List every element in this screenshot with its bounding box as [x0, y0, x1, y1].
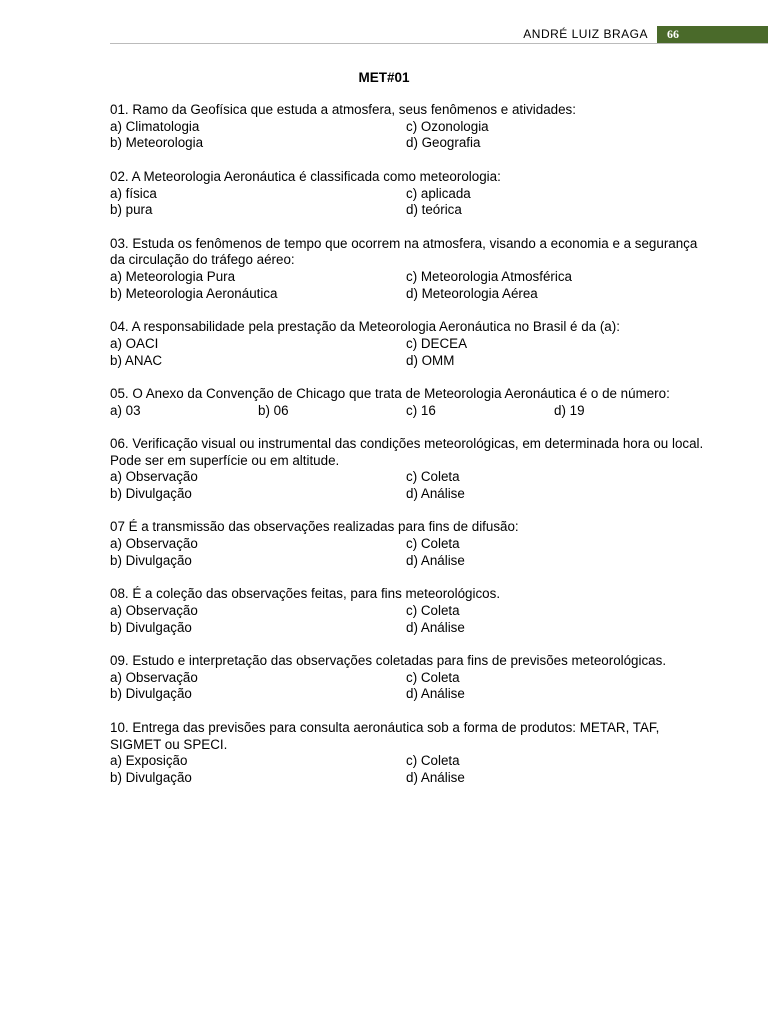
option: b) Meteorologia Aeronáutica [110, 285, 278, 301]
question-1 [110, 102, 710, 152]
question-10 [110, 720, 710, 787]
option: a) Meteorologia Pura [110, 269, 236, 284]
question-text: 05. O Anexo da Convenção de Chicago que trata de Meteorologia Aeronáutica é o de número: [110, 385, 670, 401]
option: b) Divulgação [110, 486, 192, 502]
header-rule [110, 43, 768, 44]
option: c) Coleta [406, 669, 460, 685]
question-text: 10. Entrega das previsões para consulta aeronáutica sob a forma de produtos: METAR, TAF, SIGMET ou SPECI. [110, 719, 664, 752]
option: c) aplicada [406, 185, 471, 201]
option: b) pura [110, 202, 153, 218]
option: a) Observação [110, 536, 198, 552]
option: b) Divulgação [110, 686, 192, 702]
question-text: 04. A responsabilidade pela prestação da Meteorologia Aeronáutica no Brasil é da (a): [110, 319, 620, 335]
question-8 [110, 586, 710, 636]
page-number-badge: 66 [657, 26, 768, 43]
option: a) Exposição [110, 753, 188, 769]
question-9 [110, 653, 710, 703]
question-text: 01. Ramo da Geofísica que estuda a atmosfera, seus fenômenos e atividades: [110, 102, 576, 117]
option: c) Coleta [406, 469, 460, 485]
option: d) Análise [406, 769, 465, 785]
option: a) Climatologia [110, 118, 200, 134]
option: d) OMM [406, 352, 455, 368]
option: b) Divulgação [110, 619, 192, 635]
page-title: MET#01 [358, 70, 410, 85]
option: b) ANAC [110, 352, 163, 368]
option: c) Coleta [406, 602, 460, 618]
question-text: 03. Estuda os fenômenos de tempo que ocorrem na atmosfera, visando a economia e a segurança da circulação do tráfego aéreo: [110, 235, 702, 268]
option: c) DECEA [406, 335, 468, 351]
question-4 [110, 319, 710, 369]
option: d) Análise [406, 486, 465, 502]
option: d) Análise [406, 552, 465, 568]
option: a) Observação [110, 669, 198, 685]
option: b) Divulgação [110, 769, 192, 785]
option: b) Meteorologia [110, 135, 204, 151]
option: d) Análise [406, 619, 465, 635]
question-7 [110, 519, 710, 569]
option: a) Observação [110, 602, 198, 618]
question-list [110, 102, 710, 803]
option: b) 06 [258, 402, 289, 418]
question-3 [110, 236, 710, 303]
option: c) Coleta [406, 753, 460, 769]
option: d) Análise [406, 686, 465, 702]
question-text: 02. A Meteorologia Aeronáutica é classificada como meteorologia: [110, 168, 501, 184]
question-text: 08. É a coleção das observações feitas, para fins meteorológicos. [110, 586, 501, 602]
question-text: 09. Estudo e interpretação das observações coletadas para fins de previsões meteorológicas. [110, 653, 667, 669]
option: a) 03 [110, 402, 141, 418]
question-5 [110, 386, 710, 419]
option: d) Meteorologia Aérea [406, 285, 538, 301]
option: a) física [110, 185, 157, 201]
option: d) Geografia [406, 135, 481, 151]
option: a) Observação [110, 469, 198, 485]
question-6 [110, 436, 710, 503]
question-text: 06. Verificação visual ou instrumental das condições meteorológicas, em determinada hora ou local. Pode ser em superfície ou em altitude. [110, 435, 707, 468]
option: b) Divulgação [110, 552, 192, 568]
question-2 [110, 169, 710, 219]
option: c) Ozonologia [406, 118, 489, 134]
option: c) 16 [406, 402, 436, 418]
option: c) Coleta [406, 536, 460, 552]
option: d) teórica [406, 202, 462, 218]
question-text: 07 É a transmissão das observações realizadas para fins de difusão: [110, 519, 519, 535]
option: d) 19 [554, 402, 585, 418]
option: c) Meteorologia Atmosférica [406, 269, 572, 284]
option: a) OACI [110, 335, 159, 351]
header-author: ANDRÉ LUIZ BRAGA [523, 27, 648, 41]
